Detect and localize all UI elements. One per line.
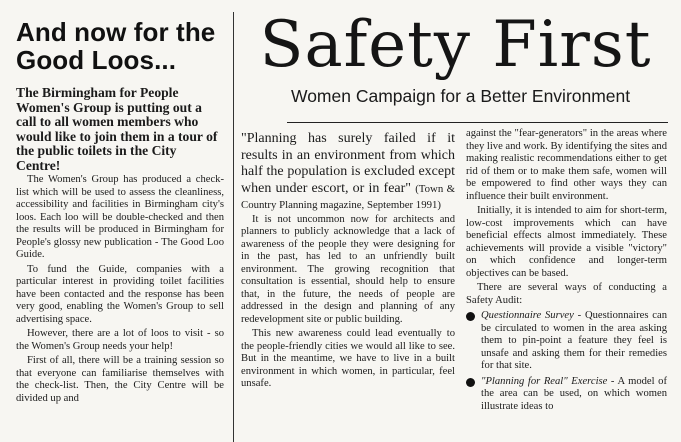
safety-paragraph: There are several ways of conducting a Safety Audit: (466, 282, 667, 306)
pull-quote-text: "Planning has surely failed if it results in an environment from which half the population is excluded except when under escort, or in fear" (241, 131, 455, 196)
pull-quote (241, 131, 455, 214)
audit-method-label: "Planning for Real" Exercise (481, 375, 608, 387)
safety-first-masthead (243, 10, 668, 106)
safety-first-middle-column (241, 131, 455, 391)
safety-first-subtitle: Women Campaign for a Better Environment (291, 86, 631, 106)
safety-first-title: Safety First (259, 8, 652, 82)
safety-paragraph: against the "fear-generators" in the areas where they live and work. By identifying the sites and making realistic recommendations either to get rid of them or to make them safe, women will be empowered to find other ways they can influence their built environment. (466, 128, 667, 202)
safety-first-right-column (466, 128, 667, 413)
good-loos-lead: The Birmingham for People Women's Group is putting out a call to all women members who would like to join them in a tour of the public toilets in the City Centre! (16, 85, 218, 173)
good-loos-paragraph: However, there are a lot of loos to visit - so the Women's Group needs your help! (16, 328, 224, 352)
good-loos-article (16, 18, 224, 405)
audit-method-item (466, 376, 667, 414)
subtitle-rule (287, 122, 668, 123)
good-loos-paragraph: The Women's Group has produced a check-list which will be used to assess the cleanliness, accessibility and facilities in Birmingham city's loos. Each loo will be double-checked and then the results will be produced in Birmingham for People's glossy new publication - The Good Loo Guide. (16, 174, 224, 260)
safety-paragraph: Initially, it is intended to aim for short-term, low-cost improvements which can have beneficial effects almost immediately. These achievements will provide a visible "victory" on which confidence and longer-term objectives can be based. (466, 205, 667, 279)
safety-paragraph: It is not uncommon now for architects and planners to publicly acknowledge that a lack of awareness of the people they were designing for in the past, has led to an unfriendly built environment. The growing recognition that consultation is essential, should help to ensure that, in the future, the needs of people are addressed in the design and planning of any redevelopment site or public building. (241, 213, 455, 325)
audit-method-item (466, 310, 667, 373)
pull-quote-citation: (Town & Country Planning magazine, September 1991) (241, 182, 455, 212)
column-divider (233, 12, 234, 442)
audit-method-text: Questionnaire Survey - Questionnaires can be circulated to women in the area asking them to pin-point a feature they feel is unsafe and asking them for their remedies for that site. (481, 310, 667, 371)
good-loos-paragraph: First of all, there will be a training session so that everyone can familiarise themselves with the check-list. Then, the City Centre will be divided up and (16, 355, 224, 404)
audit-method-text: "Planning for Real" Exercise - A model of the area can be used, on which women illustrate ideas to (481, 375, 667, 412)
audit-method-label: Questionnaire Survey (481, 310, 574, 321)
bullet-icon (466, 312, 475, 321)
bullet-icon (466, 378, 475, 387)
good-loos-headline: And now for the Good Loos... (16, 17, 216, 75)
good-loos-paragraph: To fund the Guide, companies with a particular interest in providing toilet facilities have been contacted and the response has been very good, enabling the Women's Group to sell advertising space. (16, 263, 224, 325)
safety-paragraph: This new awareness could lead eventually to the people-friendly cities we would all like to see. But in the meantime, we have to live in a built environment in which women, in particular, feel unsafe. (241, 328, 455, 390)
